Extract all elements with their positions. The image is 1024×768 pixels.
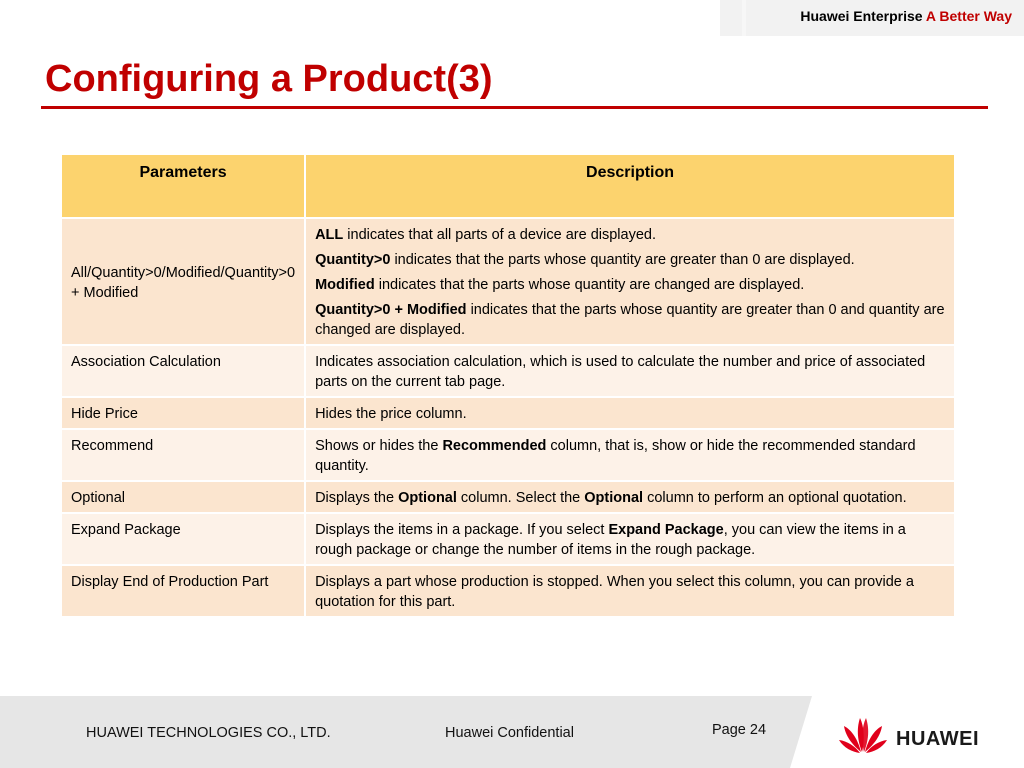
param-cell: Optional: [61, 481, 305, 513]
bold-term: Quantity>0: [315, 252, 391, 268]
description-text: column to perform an optional quotation.: [643, 490, 907, 506]
description-line: [315, 300, 945, 340]
description-text: column, that is, show or hide the recommended standard quantity.: [315, 438, 916, 474]
param-cell: Display End of Production Part: [61, 565, 305, 617]
description-text: indicates that the parts whose quantity are greater than 0 are displayed.: [390, 252, 855, 268]
description-cell: [305, 513, 955, 565]
header-parameters: Parameters: [61, 154, 305, 218]
param-cell: Association Calculation: [61, 345, 305, 397]
huawei-logo: [838, 712, 998, 756]
logo-wordmark: HUAWEI: [896, 728, 979, 750]
description-line: [315, 275, 945, 295]
huawei-petal-logo-icon: [838, 712, 888, 756]
table-row: [61, 218, 955, 345]
bold-term: Expand Package: [608, 522, 724, 538]
table-row: [61, 345, 955, 397]
header-description: Description: [305, 154, 955, 218]
param-cell: Recommend: [61, 429, 305, 481]
description-text: Displays the items in a package. If you select: [315, 522, 609, 538]
description-text: indicates that all parts of a device are displayed.: [343, 227, 656, 243]
table-header-row: [61, 154, 955, 218]
parameters-table: [60, 153, 956, 618]
bold-term: Optional: [584, 490, 644, 506]
page-number: Page 24: [712, 722, 767, 738]
description-text: , you can view the items in a rough package or change the number of items in the rough package.: [315, 522, 906, 558]
brand-company: Huawei Enterprise: [800, 8, 923, 24]
table-row: [61, 481, 955, 513]
bold-term: ALL: [315, 227, 344, 243]
description-cell: Displays a part whose production is stopped. When you select this column, you can provide a quotation for this part.: [305, 565, 955, 617]
title-rule: [41, 106, 988, 109]
description-cell: [305, 218, 955, 345]
description-cell: [305, 481, 955, 513]
bold-term: Optional: [398, 490, 457, 506]
brand-text: [800, 8, 1012, 24]
brand-box: [746, 0, 1024, 36]
table-row: [61, 429, 955, 481]
description-line: [315, 225, 945, 245]
bold-term: Recommended: [442, 438, 547, 454]
table-row: [61, 513, 955, 565]
param-cell: Hide Price: [61, 397, 305, 429]
description-cell: [305, 429, 955, 481]
table-row: [61, 565, 955, 617]
bold-term: Quantity>0 + Modified: [315, 302, 467, 318]
bold-term: Modified: [315, 277, 375, 293]
slide-title: Configuring a Product(3): [45, 58, 493, 100]
description-text: indicates that the parts whose quantity are changed are displayed.: [374, 277, 805, 293]
description-text: column. Select the: [456, 490, 585, 506]
description-cell: Indicates association calculation, which is used to calculate the number and price of associated parts on the current tab page.: [305, 345, 955, 397]
description-text: Displays the: [315, 490, 399, 506]
table-row: [61, 397, 955, 429]
description-line: [315, 250, 945, 270]
brand-tagline: A Better Way: [925, 8, 1012, 24]
description-text: indicates that the parts whose quantity are greater than 0 and quantity are changed are displayed.: [315, 302, 945, 338]
description-cell: Hides the price column.: [305, 397, 955, 429]
param-cell: All/Quantity>0/Modified/Quantity>0 + Modified: [61, 218, 305, 345]
description-text: Shows or hides the: [315, 438, 443, 454]
param-cell: Expand Package: [61, 513, 305, 565]
footer-company: HUAWEI TECHNOLOGIES CO., LTD.: [86, 725, 331, 741]
footer-confidential: Huawei Confidential: [445, 725, 574, 741]
